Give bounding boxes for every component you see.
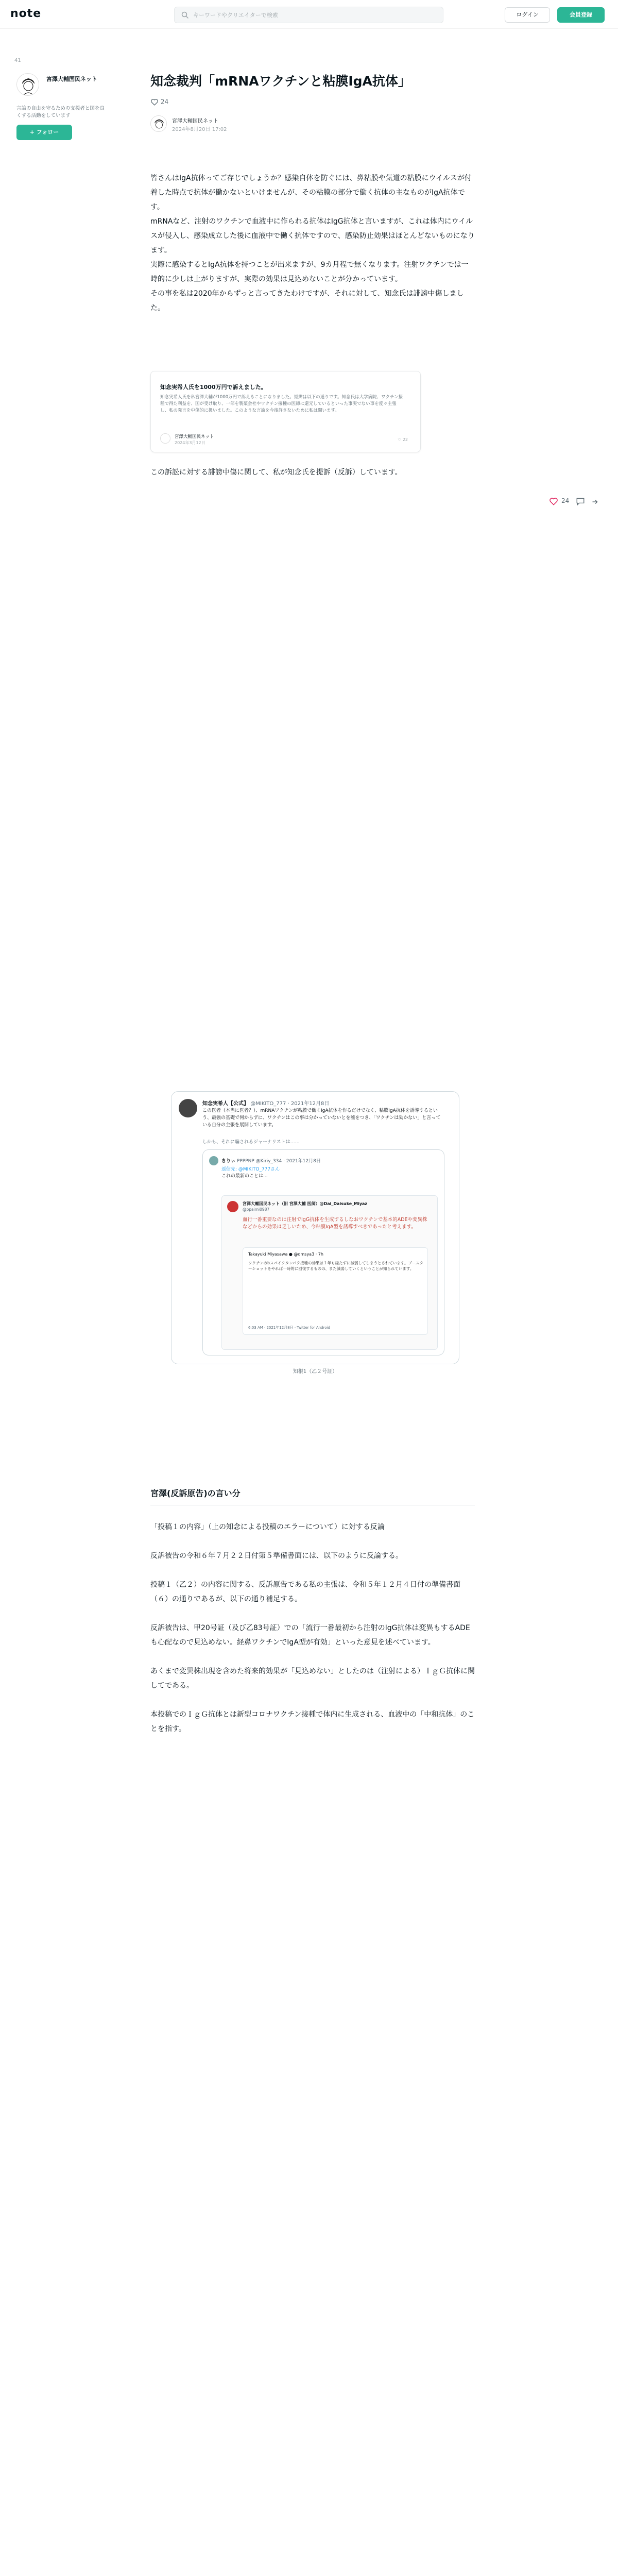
tweet-text: この医者（本当に医者？）、mRNAワクチンが粘膜で働くIgA抗体を作るだけでなく、粘膜IgA抗体を誘導するという、最強の基礎で何からずに、ワクチンはこの事は分かっていないとを嘘をつき、「ワクチンは効かない」と言っている自分の主張を展開しています。 — [202, 1108, 441, 1128]
embed-date: 2024年3月12日 — [175, 440, 205, 445]
paragraph: あくまで変異株出現を含めた将来的効果が「見込めない」としたのは（注射による）ＩｇＧ抗体に関してである。 — [150, 1667, 475, 1690]
embed-title[interactable]: 知念実希人氏を1000万円で訴えました。 — [160, 384, 267, 391]
inner-avatar — [227, 1201, 238, 1212]
paragraph: 反訴被告の令和６年７月２２日付第５準備書面には、以下のように反論する。 — [150, 1552, 403, 1560]
paragraph: 反訴被告は、甲20号証（及び乙83号証）での「流行一番最初から注射のIgG抗体は変異もするADEも心配なので見込めない。経鼻ワクチンでIgA型が有効」といった意見を述べています。 — [150, 1624, 470, 1647]
article-author-avatar[interactable] — [150, 115, 167, 132]
quoted-reply-to: 返信先: @MIKITO_777さん — [221, 1167, 280, 1172]
article-author-name[interactable]: 宮澤大輔国民ネット — [172, 118, 218, 124]
paragraph: 本投稿でのＩｇＧ抗体とは新型コロナワクチン接種で体内に生成される、血液中の「中和抗体」のことを指す。 — [150, 1710, 475, 1733]
sub-tweet-author: Takayuki Miyasawa ● @dmsya3 · 7h — [248, 1252, 323, 1257]
tweet-card — [171, 1091, 459, 1364]
section-heading: 宮澤(反訴原告)の言い分 — [150, 1487, 475, 1505]
embedded-note-card[interactable] — [150, 371, 421, 452]
author-sidebar — [14, 58, 112, 135]
like-count: 24 — [561, 497, 570, 504]
article-likes[interactable] — [150, 98, 168, 108]
sidebar-author-bio: 言論の自由を守るための支援者と国を良くする活動をしています — [16, 106, 105, 118]
quoted-author-name: きりぃ — [221, 1159, 236, 1164]
embed-like-count: 22 — [402, 437, 408, 442]
article-date: 2024年8月20日 17:02 — [172, 127, 227, 132]
paragraph: この訴訟に対する誹謗中傷に関して、私が知念氏を提訴（反訴）しています。 — [150, 468, 402, 477]
paragraph: 「投稿１の内容」（上の知念による投稿のエラーについて）に対する反論 — [150, 1523, 385, 1531]
tweet-author — [202, 1099, 329, 1107]
signup-button[interactable]: 会員登録 — [557, 7, 605, 23]
follow-plus-icon: + — [29, 129, 35, 135]
after-embed-text — [150, 465, 490, 480]
avatar-illustration-icon — [17, 74, 39, 96]
embed-likes — [398, 437, 408, 442]
search-input[interactable] — [193, 7, 435, 23]
quoted-author — [221, 1157, 321, 1164]
follow-label: フォロー — [36, 129, 59, 135]
avatar-illustration-icon — [151, 116, 167, 132]
tweet-handle: @MIKITO_777 · 2021年12月8日 — [250, 1101, 330, 1107]
heart-icon — [150, 98, 159, 106]
embed-author-avatar — [160, 433, 170, 444]
tweet-author-name: 知念実希人【公式】 — [202, 1101, 249, 1107]
top-header — [0, 0, 618, 29]
follow-button[interactable] — [16, 125, 72, 140]
tweet-text-2: しかも、それに騙されるジャーナリストは…… — [202, 1140, 300, 1145]
inner-sub-tweet — [243, 1247, 428, 1335]
tweet-avatar — [179, 1099, 197, 1117]
inner-author-name: 宮澤大輔国民ネット（旧 宮澤大輔 医師）@Dai_Daisuke_Miyaz — [243, 1201, 368, 1206]
article-title: 知念裁判「mRNAワクチンと粘膜IgA抗体」 — [150, 74, 411, 89]
quoted-handle: PPPPNP @Kiriy_334 · 2021年12月8日 — [236, 1159, 321, 1164]
author-avatar[interactable] — [16, 73, 39, 96]
inner-text: 血行一番重要なのは注射でIgG抗体を生成するしなおワクチンで基本的ADEや変異株などからの効果は乏しいため、今粘膜IgA型を誘導すべきであったと考えます。 — [243, 1217, 427, 1230]
paragraph: 実際に感染するとIgA抗体を持つことが出来ますが、9カ月程で無くなります。注射ワクチンでは一時的に少しは上がりますが、実際の効果は見込めないことが分かっています。 — [150, 261, 469, 283]
comment-icon[interactable] — [576, 497, 585, 506]
quoted-tweet — [202, 1149, 444, 1355]
sub-tweet-footer: 6:03 AM · 2021年12月8日 · Twitter for Android — [248, 1326, 330, 1330]
likes-count: 24 — [160, 98, 169, 106]
sub-tweet-text: ワクチンのbスパイクタンパク接種の効果は１年も経たずに減弱してしまうとされています。ブースターショットをやれば一時的に回復するものの、また減弱していくということが知られています。 — [248, 1261, 423, 1271]
floating-actions — [549, 496, 611, 508]
quoted-text — [221, 1166, 438, 1180]
sidebar-author-name[interactable]: 宮澤大輔国民ネット — [46, 76, 97, 82]
article-author[interactable] — [150, 115, 356, 136]
quoted-avatar — [209, 1156, 218, 1165]
share-icon[interactable] — [590, 497, 599, 506]
paragraph: mRNAなど、注射のワクチンで血液中に作られる抗体はIgG抗体と言いますが、これは体内にウイルスが侵入し、感染成立した後に血液中で働く抗体ですので、感染防止効果はほとんどないものになります。 — [150, 217, 475, 255]
embed-body: 知念実希人氏を私宮澤大輔が1000万円で訴えることになりました。経緯は以下の通りです。知念氏は大学病院、ワクチン接種で得た利益を、国が受け取り、一部を製薬会社やワクチン接種の医師に還元しているといった事実でない事を度々主張し、私の発言を中傷的に扱いました。このような言論を今後許さないために私は闘います。 — [160, 395, 403, 413]
search-bar[interactable] — [174, 7, 443, 23]
article — [150, 72, 475, 1733]
like-heart-icon[interactable] — [549, 497, 558, 506]
quoted-body: これの最新のことは... — [221, 1174, 268, 1179]
body-section — [150, 1520, 475, 1751]
inner-handle: @ppaimi0987 — [243, 1207, 270, 1212]
paragraph: その事を私は2020年からずっと言ってきたわけですが、それに対して、知念氏は誹謗中傷しました。 — [150, 290, 464, 312]
inner-tweet — [221, 1195, 438, 1350]
embed-author: 宮澤大輔国民ネット — [175, 434, 214, 439]
paragraph: 皆さんはIgA抗体ってご存じでしょうか？感染自体を防ぐには、鼻粘膜や気道の粘膜にウイルスが付着した時点で抗体が働かないといけませんが、その粘膜の部分で働く抗体の主なものがIgA抗体です。 — [150, 174, 472, 211]
tweet-screenshot — [171, 1091, 459, 1375]
magazine-count: 41 — [14, 58, 21, 63]
image-caption: 知根1（乙２号証） — [293, 1369, 338, 1375]
login-button[interactable]: ログイン — [505, 7, 550, 23]
paragraph: 投稿１（乙２）の内容に関する、反訴原告である私の主張は、令和５年１２月４日付の準備書面（６）の通りであるが、以下の通り補足する。 — [150, 1581, 460, 1603]
note-logo[interactable]: note — [10, 7, 42, 20]
search-icon — [181, 11, 189, 19]
embed-heart-icon: ♡ — [398, 437, 402, 442]
intro-section — [150, 171, 475, 315]
